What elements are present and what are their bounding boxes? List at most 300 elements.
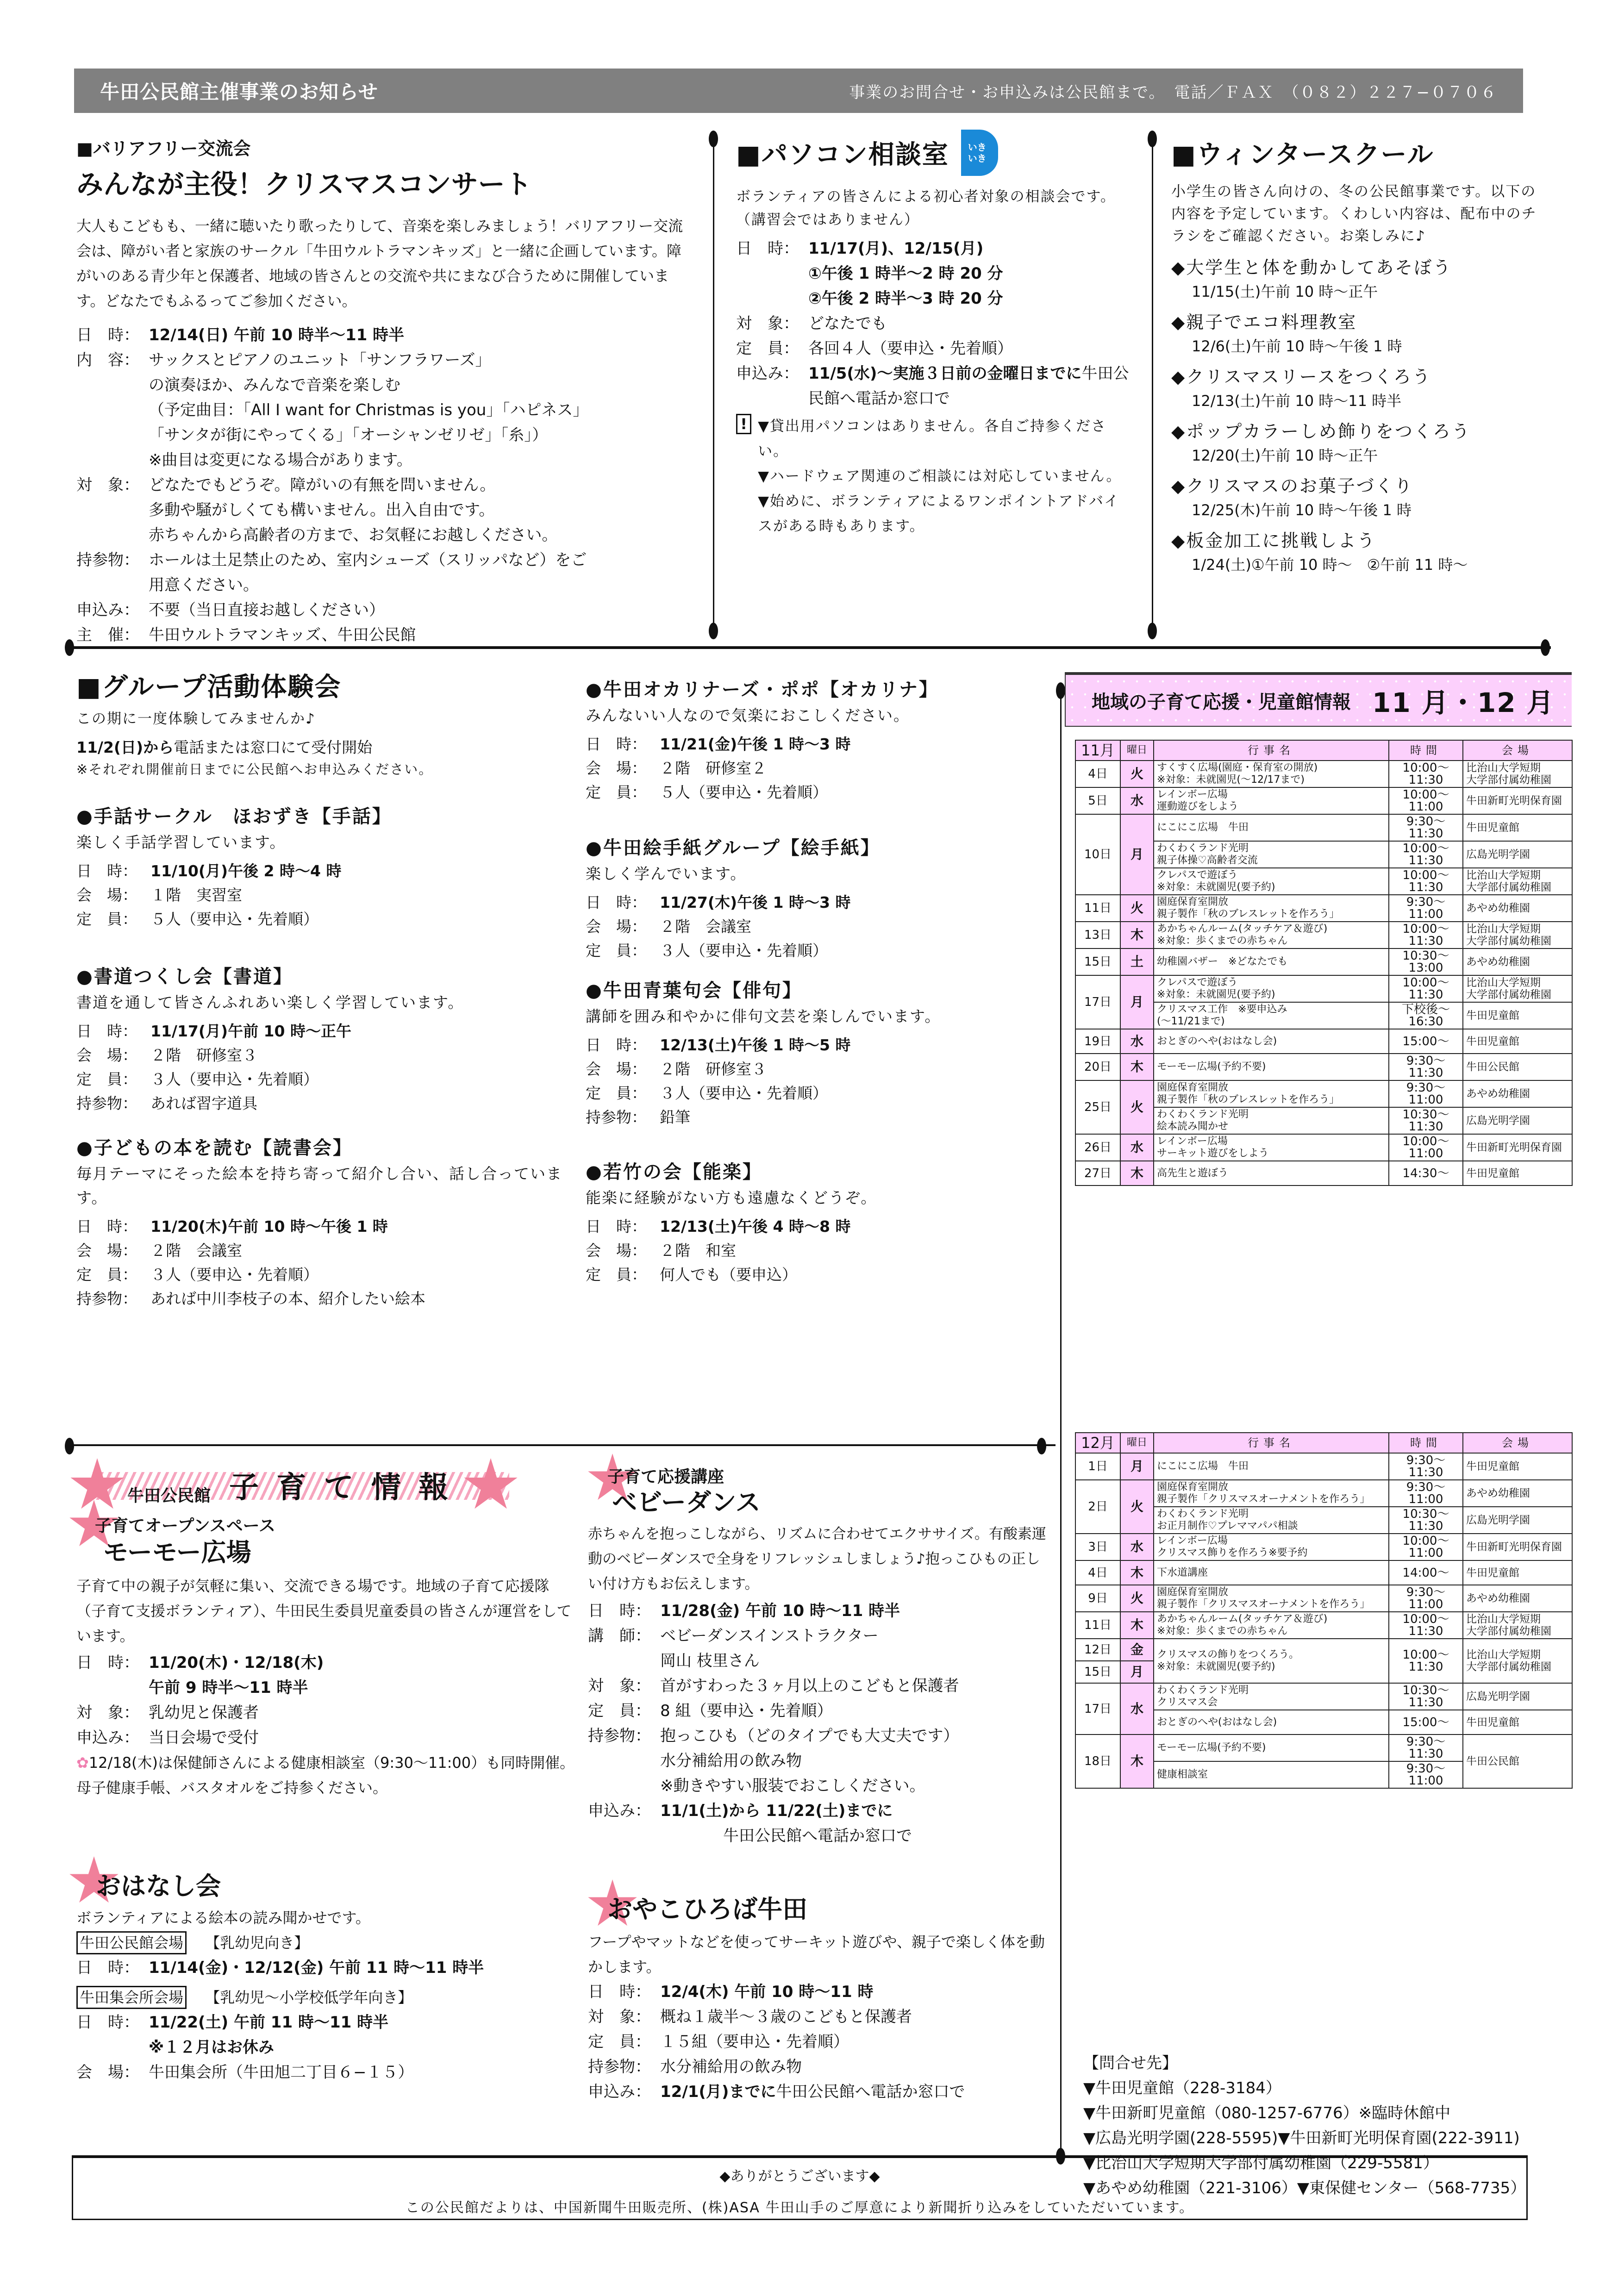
detail-value: 11/27(木)午後 1 時〜3 時	[660, 893, 851, 911]
time-cell: 10:30〜 11:30	[1389, 1507, 1463, 1534]
event-cell: 幼稚園バザー ※どなたでも	[1154, 948, 1389, 975]
time-cell: 10:00〜 11:30	[1389, 975, 1463, 1002]
col-event: 行事名	[1154, 740, 1389, 761]
time-cell: 9:30〜 11:00	[1389, 1761, 1463, 1788]
detail-value: ②午後 2 時半〜3 時 20 分	[808, 289, 1003, 308]
winter-item-name: ◆クリスマスリースをつくろう	[1171, 367, 1431, 387]
event-cell: クレパスで遊ぼう ※対象：未就園児(要予約)	[1154, 975, 1389, 1002]
calendar-months: 11 月・12 月	[1372, 687, 1555, 718]
winter-item-date: 12/20(土)午前 10 時〜正午	[1192, 447, 1378, 464]
detail-label: 日 時：	[588, 1983, 651, 2001]
detail-label: 日 時：	[76, 1653, 139, 1672]
venue-cell: あやめ幼稚園	[1463, 895, 1572, 922]
detail-row	[586, 1239, 1049, 1263]
detail-value: ３人（要申込・先着順）	[150, 1070, 319, 1088]
venue-cell: 比治山大学短期 大学部付属幼稚園	[1463, 1639, 1572, 1683]
momo-section	[76, 1513, 576, 1800]
weekday-cell: 火	[1120, 761, 1154, 787]
contact-item: ▼比治山大学短期大学部付属幼稚園（229-5581）	[1083, 2154, 1439, 2172]
time-cell: 9:30〜 11:30	[1389, 1054, 1463, 1080]
detail-value: 11/10(月)午後 2 時〜4 時	[150, 862, 342, 880]
divider-dot	[709, 131, 718, 147]
detail-value: 赤ちゃんから高齢者の方まで、お気軽にお越しください。	[149, 526, 558, 544]
header-bar	[74, 69, 1523, 113]
divider-dot	[1148, 131, 1157, 147]
day-cell: 27日	[1075, 1161, 1120, 1185]
venue-cell: あやめ幼稚園	[1463, 1585, 1572, 1612]
winter-item	[1171, 309, 1542, 357]
detail-row	[586, 1057, 1049, 1081]
weekday-cell: 土	[1120, 948, 1154, 975]
weekday-cell: 水	[1120, 1534, 1154, 1560]
detail-label	[76, 398, 149, 423]
venue-cell: 牛田児童館	[1463, 814, 1572, 841]
event-cell: 園庭保育室開放 親子製作「秋のブレスレットを作ろう」	[1154, 1080, 1389, 1107]
detail-row	[588, 1623, 1051, 1648]
detail-value: １階 実習室	[150, 886, 242, 904]
kosodate-banner	[127, 1464, 452, 1506]
detail-label: 申込み：	[588, 1802, 651, 1820]
group-item	[586, 1158, 1049, 1287]
time-cell: 10:30〜 11:30	[1389, 1107, 1463, 1134]
venue-cell: 牛田公民館	[1463, 1734, 1572, 1788]
weekday-cell: 木	[1120, 1560, 1154, 1585]
detail-label: 持参物：	[588, 2058, 651, 2076]
detail-label: 持参物：	[76, 551, 139, 569]
detail-label: 対 象：	[588, 1677, 651, 1695]
detail-row	[76, 498, 692, 523]
detail-row	[76, 423, 692, 448]
detail-label: 日 時：	[586, 1217, 647, 1235]
detail-value: 不要（当日直接お越しください）	[149, 601, 385, 619]
detail-label: 会 場：	[76, 1046, 137, 1064]
detail-value: ５人（要申込・先着順）	[150, 910, 319, 928]
ohanashi-intro: ボランティアによる絵本の読み聞かせです。	[76, 1909, 370, 1927]
table-row	[1075, 948, 1572, 975]
time-cell: 下校後〜 16:30	[1389, 1002, 1463, 1029]
group-title: ●手話サークル ほおずき【手話】	[76, 806, 392, 827]
day-cell: 17日	[1075, 975, 1120, 1029]
groups-title: ■グループ活動体験会	[76, 672, 342, 702]
momo-title: モーモー広場	[103, 1538, 251, 1567]
detail-row	[586, 1105, 1049, 1129]
time-cell: 10:00〜 11:00	[1389, 1134, 1463, 1161]
detail-value: の演奏ほか、みんなで音楽を楽しむ	[149, 376, 400, 394]
detail-label	[736, 261, 808, 286]
weekday-cell: 水	[1120, 1029, 1154, 1054]
winter-intro: 小学生の皆さん向けの、冬の公民館事業です。以下の内容を予定しています。くわしい内容は、配布中のチラシをご確認ください。お楽しみに♪	[1171, 183, 1537, 244]
time-cell: 14:30〜	[1389, 1161, 1463, 1185]
col-time: 時間	[1389, 1433, 1463, 1453]
detail-label: 定 員：	[76, 1070, 137, 1088]
detail-row	[586, 1215, 1049, 1239]
groups-left-list	[76, 803, 586, 1311]
weekday-cell: 木	[1120, 922, 1154, 948]
detail-row	[588, 1598, 1051, 1623]
venue-cell: あやめ幼稚園	[1463, 1080, 1572, 1107]
detail-row	[76, 623, 692, 648]
event-cell: クリスマスの飾りをつくろう。 ※対象：未就園児(要予約)	[1154, 1639, 1389, 1683]
detail-value: 概ね１歳半〜３歳のこどもと保護者	[660, 2008, 912, 2026]
pc-note: ▼貸出用パソコンはありません。各自ご持参ください。	[758, 418, 1107, 460]
group-title: ●牛田絵手紙グループ【絵手紙】	[586, 837, 881, 859]
detail-label	[76, 573, 149, 598]
detail-label: 対 象：	[736, 314, 799, 333]
winter-list	[1171, 255, 1542, 576]
time-cell: 9:30〜 11:30	[1389, 1734, 1463, 1761]
day-cell: 25日	[1075, 1080, 1120, 1134]
venue-cell: 牛田児童館	[1463, 1560, 1572, 1585]
detail-row	[76, 1675, 576, 1700]
detail-row	[76, 548, 692, 573]
detail-value: ※動きやすい服装でおこしください。	[660, 1777, 925, 1795]
detail-row	[588, 2054, 1051, 2079]
detail-row	[76, 1043, 586, 1067]
event-cell: モーモー広場(予約不要)	[1154, 1054, 1389, 1080]
detail-value: 午前 9 時半〜11 時半	[149, 1678, 308, 1697]
detail-value: 11/21(金)午後 1 時〜3 時	[660, 735, 851, 753]
detail-value: 11/17(月)、12/15(月)	[808, 239, 984, 258]
babydance-details	[588, 1598, 1051, 1848]
group-description: 講師を囲み和やかに俳句文芸を楽しんでいます。	[586, 1007, 941, 1025]
momo-note: ✿12/18(木)は保健師さんによる健康相談室（9:30〜11:00）も同時開催。母子健康手帳、バスタオルをご持参ください。	[76, 1754, 575, 1797]
table-row	[1075, 1534, 1572, 1560]
time-cell: 10:30〜 13:00	[1389, 948, 1463, 975]
detail-value: 11/17(月)午前 10 時〜正午	[150, 1022, 351, 1040]
time-cell: 10:00〜 11:30	[1389, 1639, 1463, 1683]
detail-row	[76, 323, 692, 348]
venue-cell: 広島光明学園	[1463, 1683, 1572, 1710]
detail-row	[76, 1067, 586, 1092]
detail-label: 日 時：	[586, 735, 647, 753]
venue-label-shukaisho: 牛田集会所会場	[76, 1986, 187, 2009]
day-cell: 3日	[1075, 1534, 1120, 1560]
kosodate-banner-small: 牛田公民館	[127, 1486, 211, 1505]
divider-horizontal	[69, 646, 1551, 649]
momo-intro: 子育て中の親子が気軽に集い、交流できる場です。地域の子育て応援隊（子育て支援ボランティア）、牛田民生委員児童委員の皆さんが運営をしています。	[76, 1577, 572, 1645]
notice-icon: !	[736, 414, 751, 434]
detail-value: 多動や騒がしくても構いません。出入自由です。	[149, 501, 495, 519]
day-cell: 15日	[1075, 1661, 1120, 1683]
detail-value: ２階 研修室２	[660, 759, 767, 777]
time-cell: 15:00〜	[1389, 1029, 1463, 1054]
concert-intro: 大人もこどもも、一緒に聴いたり歌ったりして、音楽を楽しみましょう！バリアフリー交流会は、障がい者と家族のサークル「牛田ウルトラマンキッズ」と一緒に企画しています。障がいのある青少年と保護者、地域の皆さんとの交流や共にまなび合うために開催しています。どなたでもふるってご参加ください。	[76, 217, 683, 310]
detail-label: 会 場：	[76, 1242, 137, 1260]
detail-label: 定 員：	[588, 1702, 651, 1720]
detail-value: 各回４人（要申込・先着順）	[808, 339, 1013, 358]
venue-cell: 広島光明学園	[1463, 1107, 1572, 1134]
table-row	[1075, 1161, 1572, 1185]
divider-dot	[1148, 623, 1157, 639]
event-cell: 下水道講座	[1154, 1560, 1389, 1585]
detail-row	[76, 859, 586, 883]
winter-item	[1171, 473, 1542, 521]
event-cell: わくわくランド光明 親子体操♡高齢者交流	[1154, 841, 1389, 868]
detail-label: 会 場：	[586, 759, 647, 777]
col-month: 11月	[1075, 740, 1120, 761]
event-cell: あかちゃんルーム(タッチケア＆遊び) ※対象：歩くまでの赤ちゃん	[1154, 1612, 1389, 1639]
detail-value: ３人（要申込・先着順）	[150, 1266, 319, 1284]
day-cell: 19日	[1075, 1029, 1120, 1054]
detail-row	[588, 2004, 1051, 2029]
detail-row	[736, 286, 1134, 311]
detail-label: 対 象：	[76, 1703, 139, 1722]
weekday-cell: 木	[1120, 1734, 1154, 1788]
weekday-cell: 火	[1120, 1080, 1154, 1134]
time-cell: 10:00〜 11:30	[1389, 1612, 1463, 1639]
groups-start-date: 11/2(日)から	[76, 738, 174, 756]
momo-subtitle: 子育てオープンスペース	[95, 1516, 275, 1535]
detail-label: 主 催：	[76, 626, 139, 644]
detail-value: 8 組（要申込・先着順）	[660, 1702, 833, 1720]
group-description: 楽しく学んでいます。	[586, 865, 747, 883]
day-cell: 17日	[1075, 1683, 1120, 1734]
detail-row	[586, 1263, 1049, 1287]
detail-label: 持参物：	[586, 1108, 647, 1126]
day-cell: 11日	[1075, 1612, 1120, 1639]
venue-cell: 比治山大学短期 大学部付属幼稚園	[1463, 1612, 1572, 1639]
footer-thanks: ◆ありがとうございます◆	[719, 2168, 880, 2184]
venue-cell: 広島光明学園	[1463, 841, 1572, 868]
event-cell: 健康相談室	[1154, 1761, 1389, 1788]
day-cell: 10日	[1075, 814, 1120, 895]
winter-title: ■ウィンタースクール	[1171, 140, 1434, 170]
detail-value: 牛田公民館へ電話か窓口で	[660, 1827, 912, 1845]
detail-label	[588, 1748, 660, 1773]
winter-item-date: 12/6(土)午前 10 時〜午後 1 時	[1192, 337, 1402, 355]
winter-item-name: ◆大学生と体を動かしてあそぼう	[1171, 257, 1452, 278]
detail-value: 首がすわった３ヶ月以上のこどもと保護者	[660, 1677, 959, 1695]
time-cell: 15:00〜	[1389, 1710, 1463, 1734]
groups-right-list	[586, 676, 1049, 1287]
detail-row	[588, 1823, 1051, 1848]
time-cell: 9:30〜 11:30	[1389, 1453, 1463, 1480]
table-row	[1075, 1639, 1572, 1661]
divider-dot	[65, 1438, 74, 1454]
calendar-header	[1065, 672, 1572, 727]
winter-item-name: ◆クリスマスのお菓子づくり	[1171, 476, 1413, 496]
detail-value: ２階 研修室３	[660, 1060, 767, 1078]
time-cell: 9:30〜 11:00	[1389, 1080, 1463, 1107]
detail-value: どなたでもどうぞ。障がいの有無を問いません。	[149, 476, 496, 494]
event-cell: おとぎのへや(おはなし会)	[1154, 1710, 1389, 1734]
footer-text: この公民館だよりは、中国新聞牛田販売所、(株)ASA 牛田山手のご厚意により新聞折り込みをしていただいています。	[405, 2200, 1194, 2216]
weekday-cell: 木	[1120, 1612, 1154, 1639]
calendar-title: 地域の子育て応援・児童館情報	[1092, 691, 1351, 713]
header-contact: 事業のお問合せ・お申込みは公民館まで。 電話／ＦＡＸ （０８２）２２７−０７０６	[849, 83, 1497, 102]
group-item	[586, 676, 1049, 805]
detail-label: 定 員：	[586, 942, 647, 960]
winter-item-name: ◆ポップカラーしめ飾りをつくろう	[1171, 421, 1471, 442]
detail-label: 定 員：	[588, 2033, 651, 2051]
event-cell: レインボー広場 サーキット遊びをしよう	[1154, 1134, 1389, 1161]
detail-row	[586, 891, 1049, 915]
detail-row	[586, 1081, 1049, 1105]
detail-row	[586, 756, 1049, 780]
day-cell: 12日	[1075, 1639, 1120, 1661]
col-time: 時間	[1389, 740, 1463, 761]
venue-cell: 牛田児童館	[1463, 1002, 1572, 1029]
weekday-cell: 火	[1120, 1480, 1154, 1534]
detail-value: 11/20(木)午前 10 時〜午後 1 時	[150, 1217, 388, 1235]
ohanashi-title: おはなし会	[96, 1872, 221, 1901]
table-row	[1075, 1080, 1572, 1107]
detail-label	[76, 423, 149, 448]
day-cell: 2日	[1075, 1480, 1120, 1534]
col-venue: 会場	[1463, 740, 1572, 761]
day-cell: 4日	[1075, 761, 1120, 787]
contact-item: ▼牛田児童館（228-3184）	[1083, 2079, 1281, 2097]
event-cell: わくわくランド光明 絵本読み聞かせ	[1154, 1107, 1389, 1134]
event-cell: すくすく広場(園庭・保育室の開放) ※対象：未就園児(〜12/17まで)	[1154, 761, 1389, 787]
venue-label-kominkan: 牛田公民館会場	[76, 1931, 187, 1954]
detail-value: ※曲目は変更になる場合があります。	[149, 451, 412, 469]
col-month: 12月	[1075, 1433, 1120, 1453]
flower-icon: ✿	[76, 1754, 89, 1772]
table-row	[1075, 1612, 1572, 1639]
group-title: ●若竹の会【能楽】	[586, 1161, 762, 1183]
babydance-intro: 赤ちゃんを抱っこしながら、リズムに合わせてエクササイズ。有酸素運動のベビーダンスで全身をリフレッシュしましょう♪抱っこひもの正しい付け方もお伝えします。	[588, 1526, 1046, 1592]
detail-value: ３人（要申込・先着順）	[660, 1084, 828, 1102]
detail-row	[586, 780, 1049, 805]
momo-details	[76, 1650, 576, 1750]
time-cell: 10:00〜 11:00	[1389, 787, 1463, 814]
table-row	[1075, 1029, 1572, 1054]
detail-value: 水分補給用の飲み物	[660, 1752, 802, 1770]
detail-label	[588, 1823, 660, 1848]
weekday-cell: 月	[1120, 975, 1154, 1029]
babydance-subtitle: 子育て応援講座	[607, 1467, 725, 1486]
detail-value: 水分補給用の飲み物	[660, 2058, 802, 2076]
detail-value: 11/28(金) 午前 10 時〜11 時半	[660, 1602, 900, 1620]
groups-note: ※それぞれ開催前日までに公民館へお申込みください。	[76, 761, 433, 777]
detail-value: 当日会場で受付	[149, 1728, 259, 1747]
footer-box	[72, 2155, 1528, 2220]
detail-row	[736, 361, 1134, 411]
detail-value: 牛田ウルトラマンキッズ、牛田公民館	[149, 626, 416, 644]
table-row	[1075, 1683, 1572, 1710]
detail-label	[76, 448, 149, 473]
event-cell: 園庭保育室開放 親子製作「クリスマスオーナメントを作ろう」	[1154, 1480, 1389, 1507]
table-row	[1075, 895, 1572, 922]
concert-category: ■バリアフリー交流会	[76, 138, 251, 159]
detail-label: 会 場：	[76, 886, 137, 904]
oyako-title: おやこひろば牛田	[607, 1895, 807, 1924]
detail-value: 11/5(水)〜実施３日前の金曜日までに牛田公民館へ電話か窓口で	[808, 364, 1129, 408]
contacts-title: 【問合せ先】	[1083, 2054, 1178, 2072]
time-cell: 14:00〜	[1389, 1560, 1463, 1585]
venue-cell: 牛田新町光明保育園	[1463, 787, 1572, 814]
detail-row	[76, 448, 692, 473]
detail-value: あれば習字道具	[150, 1094, 257, 1112]
detail-row	[588, 1773, 1051, 1798]
detail-label: 持参物：	[76, 1290, 137, 1308]
detail-label: 持参物：	[588, 1727, 651, 1745]
detail-row	[588, 2029, 1051, 2054]
col-weekday: 曜日	[1120, 740, 1154, 761]
detail-value: ２階 会議室	[150, 1242, 242, 1260]
detail-row	[76, 348, 692, 373]
venue-target: 【乳幼児向き】	[205, 1934, 309, 1952]
ohanashi-section: おはなし会 ボランティアによる絵本の読み聞かせです。 牛田公民館会場 【乳幼児向き】 日 時： 11/14(金)・12/12(金) 午前 11 時〜11 時半 牛田集会所会場 【乳幼児〜小学校低学年向き】 日 時： 11/22(土) 午前 11 時〜11 時半 ※１２月はお休み 会 場： 牛田集会所（牛田旭二丁目６−１５）	[76, 1870, 576, 2085]
venue-cell: あやめ幼稚園	[1463, 948, 1572, 975]
group-description: 楽しく手話学習しています。	[76, 833, 286, 851]
group-item	[586, 834, 1049, 963]
winter-item-name: ◆親子でエコ料理教室	[1171, 312, 1357, 332]
detail-label: 対 象：	[588, 2008, 651, 2026]
event-cell: 園庭保育室開放 親子製作「クリスマスオーナメントを作ろう」	[1154, 1585, 1389, 1612]
divider-dot	[65, 639, 74, 656]
detail-row	[588, 1648, 1051, 1673]
detail-row	[586, 1033, 1049, 1057]
day-cell: 11日	[1075, 895, 1120, 922]
winter-item-date: 11/15(土)午前 10 時〜正午	[1192, 283, 1378, 300]
detail-label: 申込み：	[76, 1728, 139, 1747]
detail-row	[588, 1698, 1051, 1723]
detail-value: サックスとピアノのユニット「サンフラワーズ」	[149, 351, 491, 369]
weekday-cell: 水	[1120, 1683, 1154, 1734]
day-cell: 5日	[1075, 787, 1120, 814]
ikiiki-badge-icon: いき いき	[961, 130, 998, 176]
day-cell: 18日	[1075, 1734, 1120, 1788]
detail-label	[76, 523, 149, 548]
day-cell: 4日	[1075, 1560, 1120, 1585]
detail-label: 申込み：	[736, 364, 799, 383]
detail-label: 定 員：	[586, 1084, 647, 1102]
detail-label	[76, 1675, 149, 1700]
winter-item-date: 1/24(土)①午前 10 時〜 ②午前 11 時〜	[1192, 556, 1468, 574]
detail-row	[76, 573, 692, 598]
venue-cell: 比治山大学短期 大学部付属幼稚園	[1463, 975, 1572, 1002]
detail-row	[76, 883, 586, 907]
detail-label: 日 時：	[76, 1217, 137, 1235]
babydance-title: ベビーダンス	[612, 1488, 761, 1517]
detail-row	[588, 1979, 1051, 2004]
ohanashi-time-2: 11/22(土) 午前 11 時〜11 時半	[149, 2013, 389, 2032]
divider-dot	[1037, 1438, 1046, 1454]
detail-value: ３人（要申込・先着順）	[660, 942, 828, 960]
group-title: ●牛田オカリナーズ・ポポ【オカリナ】	[586, 679, 939, 700]
weekday-cell: 月	[1120, 1453, 1154, 1480]
detail-row	[586, 939, 1049, 963]
detail-value: 11/1(土)から 11/22(土)までに	[660, 1802, 893, 1820]
event-cell: モーモー広場(予約不要)	[1154, 1734, 1389, 1761]
detail-row	[76, 1700, 576, 1725]
detail-row	[736, 311, 1134, 336]
winter-item	[1171, 364, 1542, 412]
detail-label: 日 時：	[586, 893, 647, 911]
venue-target: 【乳幼児〜小学校低学年向き】	[205, 1989, 413, 2006]
winter-item	[1171, 418, 1542, 467]
detail-row	[76, 1215, 586, 1239]
winter-item	[1171, 528, 1542, 576]
divider-vertical	[1060, 685, 1062, 2157]
group-item	[76, 963, 586, 1116]
pc-note: ▼ハードウェア関連のご相談には対応していません。	[758, 468, 1122, 485]
detail-value: （予定曲目：「All I want for Christmas is you」「ハピネス」	[149, 401, 589, 419]
time-cell: 9:30〜 11:00	[1389, 1585, 1463, 1612]
event-cell: わくわくランド光明 お正月制作♡プレママパパ相談	[1154, 1507, 1389, 1534]
detail-label: 会 場：	[586, 917, 647, 936]
weekday-cell: 水	[1120, 787, 1154, 814]
winter-item-date: 12/25(木)午前 10 時〜午後 1 時	[1192, 501, 1412, 519]
detail-label: 定 員：	[736, 339, 799, 358]
group-description: 書道を通して皆さんふれあい楽しく学習しています。	[76, 993, 464, 1011]
venue-cell: 牛田公民館	[1463, 1054, 1572, 1080]
detail-value: 12/13(土)午後 4 時〜8 時	[660, 1217, 851, 1235]
detail-value: 用意ください。	[149, 576, 259, 594]
venue-cell: 牛田児童館	[1463, 1029, 1572, 1054]
